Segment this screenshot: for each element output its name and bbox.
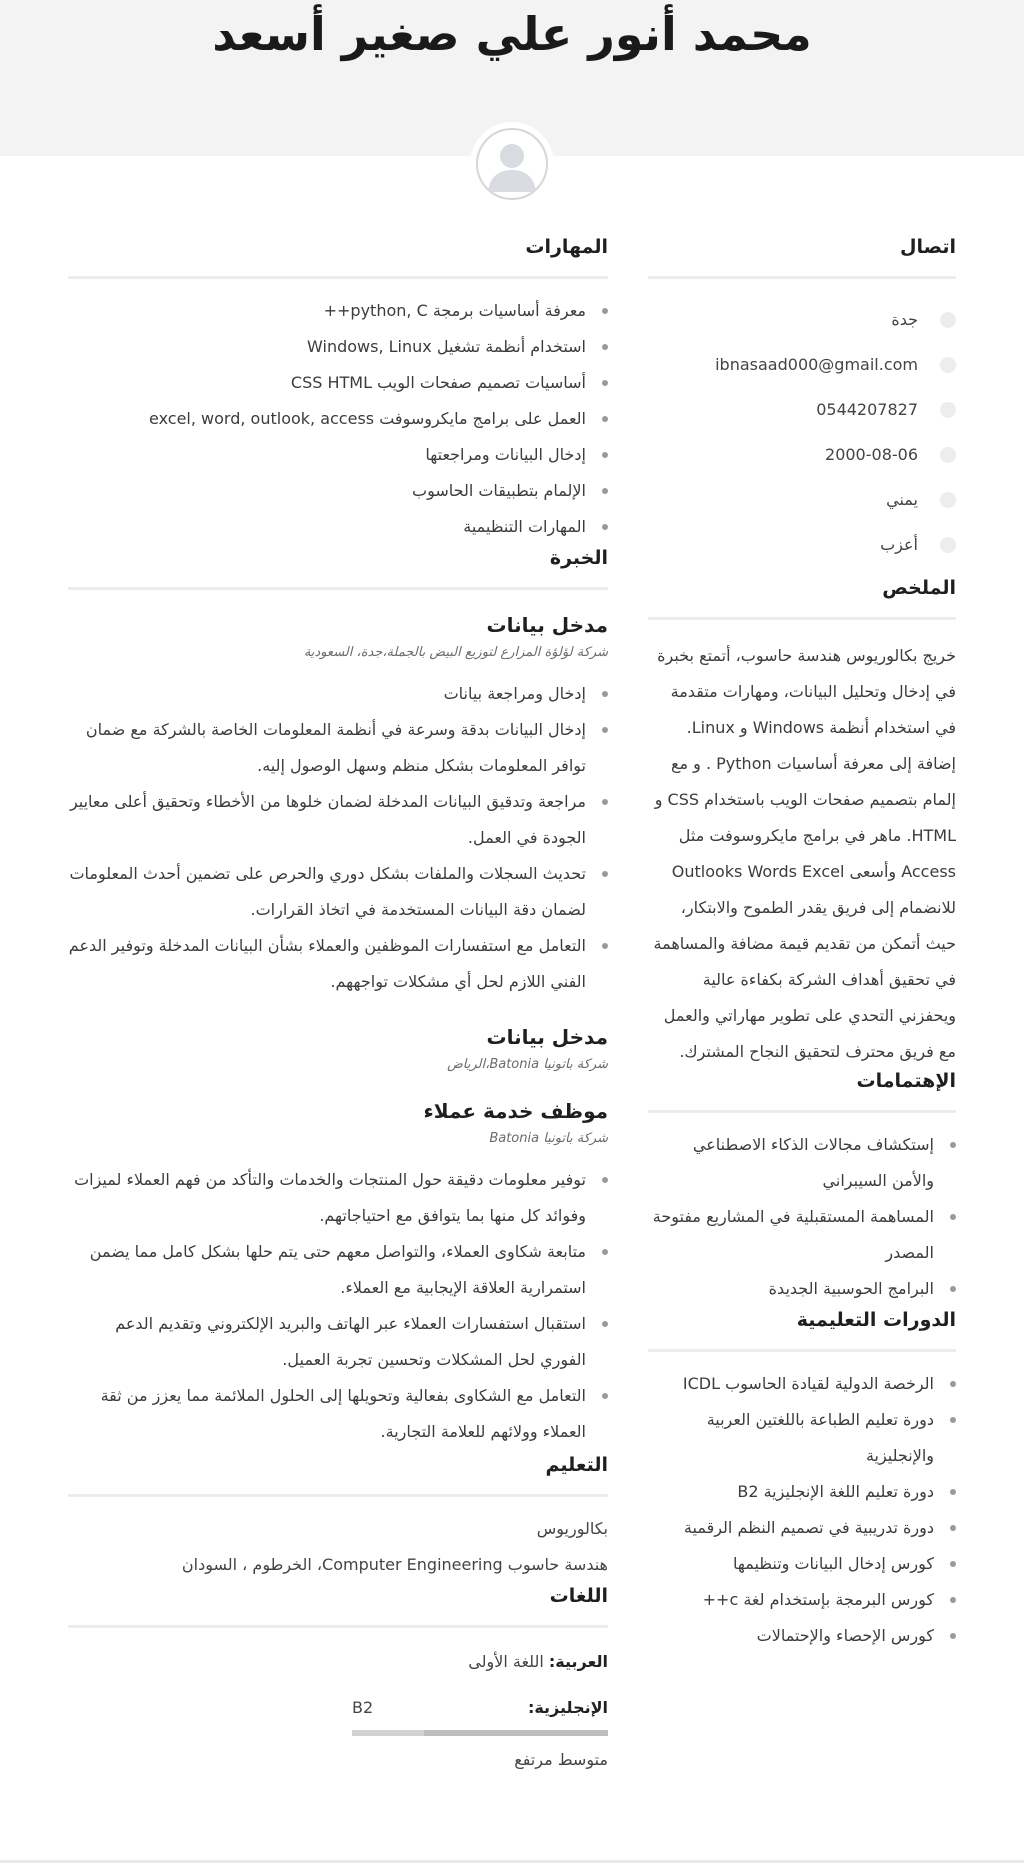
language-code: B2: [352, 1698, 374, 1717]
job-title: مدخل بيانات: [486, 1025, 608, 1049]
skills-list: [68, 293, 608, 545]
language-level-label: متوسط مرتفع: [514, 1750, 608, 1769]
user-silhouette-icon: [478, 130, 546, 198]
list-item: المساهمة المستقبلية في المشاريع مفتوحة المصدر: [648, 1199, 934, 1271]
job-entry: [68, 610, 608, 1000]
flag-icon: [940, 492, 956, 508]
list-item: البرامج الحوسبية الجديدة: [648, 1271, 934, 1307]
list-item: معرفة أساسيات برمجة python, C++: [68, 293, 586, 329]
education-title: التعليم: [68, 1452, 608, 1497]
calendar-icon: [940, 447, 956, 463]
summary-title: الملخص: [648, 575, 956, 620]
education-degree: بكالوريوس: [536, 1519, 608, 1538]
list-item: التعامل مع الشكاوى بفعالية وتحويلها إلى الحلول الملائمة مما يعزز من ثقة العملاء وولائهم للعلامة التجارية.: [68, 1378, 586, 1450]
list-item: استقبال استفسارات العملاء عبر الهاتف والبريد الإلكتروني وتقديم الدعم الفوري لحل المشكلات وتحسين تجربة العميل.: [68, 1306, 586, 1378]
list-item: استخدام أنظمة تشغيل Windows, Linux: [68, 329, 586, 365]
courses-title: الدورات التعليمية: [648, 1307, 956, 1352]
language-header: [352, 1696, 608, 1720]
email-icon: [940, 357, 956, 373]
interests-list: [648, 1127, 956, 1307]
list-item: تحديث السجلات والملفات بشكل دوري والحرص على تضمين أحدث المعلومات لضمان دقة البيانات المستخدمة في اتخاذ القرارات.: [68, 856, 586, 928]
list-item: العمل على برامج مايكروسوفت excel, word, outlook, access: [68, 401, 586, 437]
contact-email[interactable]: ibnasaad000@gmail.com: [648, 342, 956, 387]
location-icon: [940, 312, 956, 328]
interests-title: الإهتمامات: [648, 1068, 956, 1113]
job-duties: [68, 676, 608, 1000]
list-item: كورس البرمجة بإستخدام لغة c++: [648, 1582, 934, 1618]
skills-title: المهارات: [68, 234, 608, 279]
list-item: إدخال البيانات ومراجعتها: [68, 437, 586, 473]
list-item: الرخصة الدولية لقيادة الحاسوب ICDL: [648, 1366, 934, 1402]
contact-title: اتصال: [648, 234, 956, 279]
list-item: التعامل مع استفسارات الموظفين والعملاء بشأن البيانات المدخلة وتوفير الدعم الفني اللازم لحل أي مشكلات تواجههم.: [68, 928, 586, 1000]
experience-title: الخبرة: [68, 545, 608, 590]
contact-nationality: يمني: [648, 477, 956, 522]
language-name: العربية:: [548, 1652, 608, 1671]
list-item: أساسيات تصميم صفحات الويب CSS HTML: [68, 365, 586, 401]
page-title: محمد أنور علي صغير أسعد: [212, 7, 812, 61]
avatar: [476, 128, 548, 200]
language-english: [352, 1696, 608, 1772]
list-item: المهارات التنظيمية: [68, 509, 586, 545]
job-title: مدخل بيانات: [486, 613, 608, 637]
languages-title: اللغات: [68, 1583, 608, 1628]
language-arabic: [68, 1650, 608, 1674]
language-level-fill: [352, 1730, 424, 1736]
job-title: موظف خدمة عملاء: [423, 1099, 608, 1123]
sidebar-column: [648, 234, 956, 1654]
education-place: هندسة حاسوب Computer Engineering، الخرطوم ، السودان: [181, 1555, 608, 1574]
language-level-bar: [352, 1730, 608, 1736]
contact-list: [648, 297, 956, 567]
contact-phone[interactable]: 0544207827: [648, 387, 956, 432]
avatar-frame: [470, 122, 554, 206]
list-item: إدخال ومراجعة بيانات: [68, 676, 586, 712]
list-item: متابعة شكاوى العملاء، والتواصل معهم حتى يتم حلها بشكل كامل مما يضمن استمرارية العلاقة الإيجابية مع العملاء.: [68, 1234, 586, 1306]
courses-list: [648, 1366, 956, 1654]
list-item: مراجعة وتدقيق البيانات المدخلة لضمان خلوها من الأخطاء وتحقيق أعلى معايير الجودة في العمل.: [68, 784, 586, 856]
language-name: الإنجليزية:: [527, 1698, 608, 1717]
job-entry: [68, 1022, 608, 1074]
main-column: [68, 234, 608, 1772]
language-level-progress: [424, 1730, 608, 1736]
contact-marital-status: أعزب: [648, 522, 956, 567]
language-level: اللغة الأولى: [468, 1652, 544, 1671]
job-duties: [68, 1162, 608, 1450]
list-item: دورة تدريبية في تصميم النظم الرقمية: [648, 1510, 934, 1546]
list-item: كورس الإحصاء والإحتمالات: [648, 1618, 934, 1654]
phone-icon: [940, 402, 956, 418]
contact-birthdate: 2000-08-06: [648, 432, 956, 477]
job-entry: [68, 1096, 608, 1450]
list-item: إدخال البيانات بدقة وسرعة في أنظمة المعلومات الخاصة بالشركة مع ضمان توافر المعلومات بشكل منظم وسهل الوصول إليه.: [68, 712, 586, 784]
job-company: شركة لؤلؤة المزارع لتوزيع البيض بالجملة،جدة، السعودية: [303, 645, 608, 660]
job-company: شركة باتونيا Batonia،الرياض: [447, 1057, 608, 1072]
job-company: شركة باتونيا Batonia: [489, 1131, 608, 1146]
list-item: إستكشاف مجالات الذكاء الاصطناعي والأمن السيبراني: [648, 1127, 934, 1199]
list-item: دورة تعليم الطباعة باللغتين العربية والإنجليزية: [648, 1402, 934, 1474]
ring-icon: [940, 537, 956, 553]
contact-city: جدة: [648, 297, 956, 342]
list-item: دورة تعليم اللغة الإنجليزية B2: [648, 1474, 934, 1510]
list-item: الإلمام بتطبيقات الحاسوب: [68, 473, 586, 509]
summary-text: خريج بكالوريوس هندسة حاسوب، أتمتع بخبرة في إدخال وتحليل البيانات، ومهارات متقدمة في استخدام أنظمة Windows و Linux. إضافة إلى معرفة أساسيات Python . و مع إلمام بتصميم صفحات الويب باستخدام CSS و HTML. ماهر في برامج مايكروسوفت مثل Access وأسعى Outlooks Words Excel للانضمام إلى فريق يقدر الطموح والابتكار، حيث أتمكن من تقديم قيمة مضافة والمساهمة في تحقيق أهداف الشركة بكفاءة عالية ويحفزني التحدي على تطوير مهاراتي والعمل مع فريق محترف لتحقيق النجاح المشترك.: [653, 646, 956, 1061]
list-item: كورس إدخال البيانات وتنظيمها: [648, 1546, 934, 1582]
list-item: توفير معلومات دقيقة حول المنتجات والخدمات والتأكد من فهم العملاء لميزات وفوائد كل منها بما يتوافق مع احتياجاتهم.: [68, 1162, 586, 1234]
